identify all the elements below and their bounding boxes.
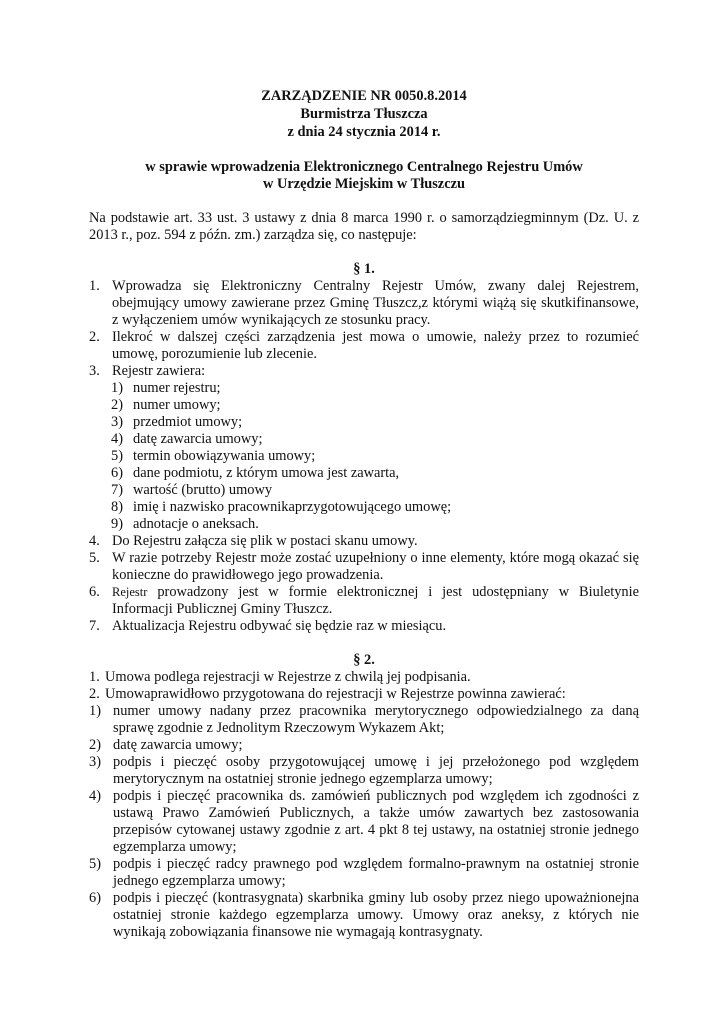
item-number: 2. <box>89 329 100 345</box>
item-text: wartość (brutto) umowy <box>133 482 273 498</box>
list-item <box>89 754 639 788</box>
item-text: prowadzony jest w formie elektronicznej i jest udostępniany w Biuletynie Informacji Publicznej Gminy Tłuszcz. <box>112 584 639 617</box>
item-number: 3. <box>89 363 100 379</box>
list-item <box>89 856 639 890</box>
register-contents-list <box>89 380 639 533</box>
item-number: 5) <box>111 448 123 464</box>
list-item <box>89 533 639 550</box>
list-item <box>111 516 639 533</box>
item-text: adnotacje o aneksach. <box>133 516 259 532</box>
document-subject <box>89 159 639 193</box>
list-item <box>89 890 639 941</box>
item-text: podpis i pieczęć osoby przygotowującej umowę i jej przełożonego pod względem merytorycznym na ostatniej stronie jednego egzemplarza umowy; <box>113 754 639 787</box>
item-text: datę zawarcia umowy; <box>133 431 263 447</box>
item-lead-word: Rejestr <box>112 585 148 599</box>
item-text: Do Rejestru załącza się plik w postaci skanu umowy. <box>112 533 418 549</box>
section-1-heading: § 1. <box>353 261 375 277</box>
item-number: 2) <box>111 397 123 413</box>
item-text: podpis i pieczęć pracownika ds. zamówień publicznych pod względem ich zgodności z ustawą Prawo Zamówień Publicznych, a także umów zawartych bez zastosowania przepisów cytowanej ustawy zgodnie z art. 4 pkt 8 tej ustawy, na ostatniej stronie jednego egzemplarza umowy; <box>113 788 639 855</box>
item-text: podpis i pieczęć (kontrasygnata) skarbnika gminy lub osoby przez niego upoważnionejna ostatniej stronie każdego egzemplarza umowy. Umowy oraz aneksy, z których nie wynikają zobowiązania finansowe nie wymagają kontrasygnaty. <box>113 890 639 940</box>
subject-line: w sprawie wprowadzenia Elektronicznego Centralnego Rejestru Umów <box>145 159 583 175</box>
item-text: imię i nazwisko pracownikaprzygotowującego umowę; <box>133 499 452 515</box>
list-item <box>89 788 639 856</box>
item-number: 7. <box>89 618 100 634</box>
list-item <box>89 584 639 618</box>
item-number: 4) <box>89 788 101 804</box>
item-number: 5) <box>89 856 101 872</box>
list-item <box>89 686 639 703</box>
item-number: 3) <box>89 754 101 770</box>
item-number: 9) <box>111 516 123 532</box>
document-body <box>89 88 639 941</box>
item-text: Ilekroć w dalszej części zarządzenia jest mowa o umowie, należy przez to rozumieć umowę, porozumienie lub zlecenie. <box>112 329 639 362</box>
list-item <box>89 618 639 635</box>
list-item <box>89 363 639 380</box>
list-item <box>89 550 639 584</box>
item-text: podpis i pieczęć radcy prawnego pod względem formalno-prawnym na ostatniej stronie jednego egzemplarza umowy; <box>113 856 639 889</box>
item-text: numer umowy; <box>133 397 221 413</box>
item-number: 6) <box>89 890 101 906</box>
list-item <box>89 669 639 686</box>
list-item <box>89 329 639 363</box>
section-1 <box>89 278 639 635</box>
item-number: 2. <box>89 686 100 702</box>
document-date: z dnia 24 stycznia 2014 r. <box>287 124 441 140</box>
item-number: 6. <box>89 584 100 600</box>
item-number: 2) <box>89 737 101 753</box>
item-number: 1) <box>111 380 123 396</box>
document-header <box>89 88 639 142</box>
document-issuer: Burmistrza Tłuszcza <box>300 106 428 122</box>
item-text: przedmiot umowy; <box>133 414 243 430</box>
list-item <box>89 737 639 754</box>
item-text: datę zawarcia umowy; <box>113 737 243 753</box>
preamble: Na podstawie art. 33 ust. 3 ustawy z dnia 8 marca 1990 r. o samorządziegminnym (Dz. U. z 2013 r., poz. 594 z późn. zm.) zarządza się, co następuje: <box>89 210 639 243</box>
item-text: termin obowiązywania umowy; <box>133 448 316 464</box>
list-item <box>111 414 639 431</box>
list-item <box>111 448 639 465</box>
section-2 <box>89 669 639 941</box>
section-2-heading: § 2. <box>353 652 375 668</box>
item-text: numer umowy nadany przez pracownika merytorycznego odpowiedzialnego za daną sprawę zgodnie z Jednolitym Rzeczowym Wykazem Akt; <box>113 703 639 736</box>
list-item <box>111 380 639 397</box>
item-number: 7) <box>111 482 123 498</box>
item-number: 1. <box>89 278 100 294</box>
list-item <box>111 397 639 414</box>
item-text: dane podmiotu, z którym umowa jest zawarta, <box>133 465 400 481</box>
document-title: ZARZĄDZENIE NR 0050.8.2014 <box>261 88 467 104</box>
item-text: W razie potrzeby Rejestr może zostać uzupełniony o inne elementy, które mogą okazać się konieczne do prawidłowego jego prowadzenia. <box>112 550 639 583</box>
subject-line: w Urzędzie Miejskim w Tłuszczu <box>263 176 465 192</box>
list-item <box>89 703 639 737</box>
item-number: 5. <box>89 550 100 566</box>
list-item <box>89 278 639 329</box>
item-text: Umowaprawidłowo przygotowana do rejestracji w Rejestrze powinna zawierać: <box>105 686 566 702</box>
list-item <box>111 499 639 516</box>
item-number: 6) <box>111 465 123 481</box>
item-text: Wprowadza się Elektroniczny Centralny Rejestr Umów, zwany dalej Rejestrem, obejmujący umowy zawierane przez Gminę Tłuszcz,z którymi wiążą się skutkifinansowe, z wyłączeniem umów wynikających ze stosunku pracy. <box>112 278 639 328</box>
item-number: 1. <box>89 669 100 685</box>
item-number: 4. <box>89 533 100 549</box>
item-text: Rejestr zawiera: <box>112 363 206 379</box>
list-item <box>111 431 639 448</box>
item-number: 1) <box>89 703 101 719</box>
item-number: 8) <box>111 499 123 515</box>
item-text: numer rejestru; <box>133 380 221 396</box>
list-item <box>111 482 639 499</box>
item-number: 4) <box>111 431 123 447</box>
item-number: 3) <box>111 414 123 430</box>
list-item <box>111 465 639 482</box>
item-text: Umowa podlega rejestracji w Rejestrze z chwilą jej podpisania. <box>105 669 471 685</box>
item-text: Aktualizacja Rejestru odbywać się będzie raz w miesiącu. <box>112 618 447 634</box>
